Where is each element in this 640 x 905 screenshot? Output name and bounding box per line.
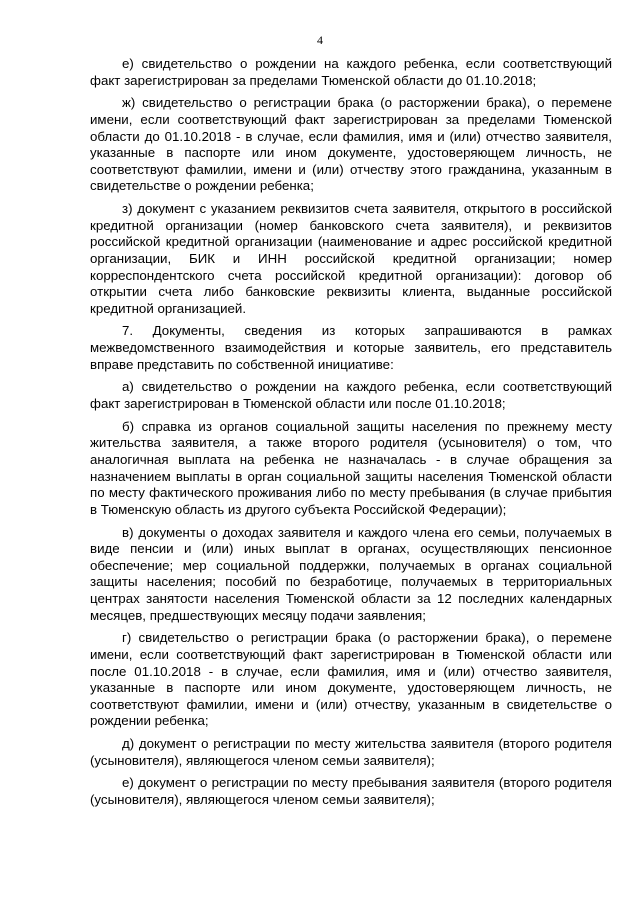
paragraph-item-e2: е) документ о регистрации по месту пребывания заявителя (второго родителя (усыновителя), являющегося членом семьи заявителя); — [90, 775, 612, 808]
paragraph-item-e: е) свидетельство о рождении на каждого ребенка, если соответствующий факт зарегистрирован за пределами Тюменской области до 01.10.2018; — [90, 56, 612, 88]
paragraph-item-z: з) документ с указанием реквизитов счета заявителя, открытого в российской кредитной организации (номер банковского счета заявителя), и реквизитов российской кредитной организации (наименование и адрес российской кредитной организации, БИК и ИНН российской кредитной организации; номер корреспондентского счета российской кредитной организации): договор об открытии счета либо банковские реквизиты клиента, выданные российской кредитной организацией. — [90, 201, 612, 316]
page-number: 4 — [317, 33, 323, 47]
paragraph-section-7: 7. Документы, сведения из которых запрашиваются в рамках межведомственного взаимодействия и которые заявитель, его представитель вправе представить по собственной инициативе: — [90, 323, 612, 372]
paragraph-item-v: в) документы о доходах заявителя и каждого члена его семьи, получаемых в виде пенсии и (или) иных выплат в органах, осуществляющих пенсионное обеспечение; мер социальной поддержки, получаемых в органах социальной защиты населения; пособий по безработице, получаемых в территориальных центрах занятости населения Тюменской области за 12 последних календарных месяцев, предшествующих месяцу подачи заявления; — [90, 524, 612, 623]
document-body — [90, 56, 612, 815]
paragraph-item-b: б) справка из органов социальной защиты населения по прежнему месту жительства заявителя, а также второго родителя (усыновителя) о том, что аналогичная выплата на ребенка не назначалась - в случае обращения за назначением выплаты в орган социальной защиты населения Тюменской области по месту фактического проживания либо по месту пребывания (в случае прибытия в Тюменскую область из другого субъекта Российской Федерации); — [90, 418, 612, 517]
paragraph-item-a: а) свидетельство о рождении на каждого ребенка, если соответствующий факт зарегистрирован в Тюменской области или после 01.10.2018; — [90, 379, 612, 412]
paragraph-item-zh: ж) свидетельство о регистрации брака (о расторжении брака), о перемене имени, если соответствующий факт зарегистрирован за пределами Тюменской области до 01.10.2018 - в случае, если фамилия, имя и (или) отчество заявителя, указанные в паспорте или ином документе, удостоверяющем личность, не соответствуют фамилии, имени и (или) отчеству этого гражданина, указанным в свидетельстве о рождении ребенка; — [90, 95, 612, 194]
paragraph-item-g: г) свидетельство о регистрации брака (о расторжении брака), о перемене имени, если соответствующий факт зарегистрирован в Тюменской области или после 01.10.2018 - в случае, если фамилия, имя и (или) отчество заявителя, указанные в паспорте или ином документе, удостоверяющем личность, не соответствуют фамилии, имени и (или) отчеству, указанным в свидетельстве о рождении ребенка; — [90, 630, 612, 729]
paragraph-item-d: д) документ о регистрации по месту жительства заявителя (второго родителя (усыновителя), являющегося членом семьи заявителя); — [90, 736, 612, 768]
